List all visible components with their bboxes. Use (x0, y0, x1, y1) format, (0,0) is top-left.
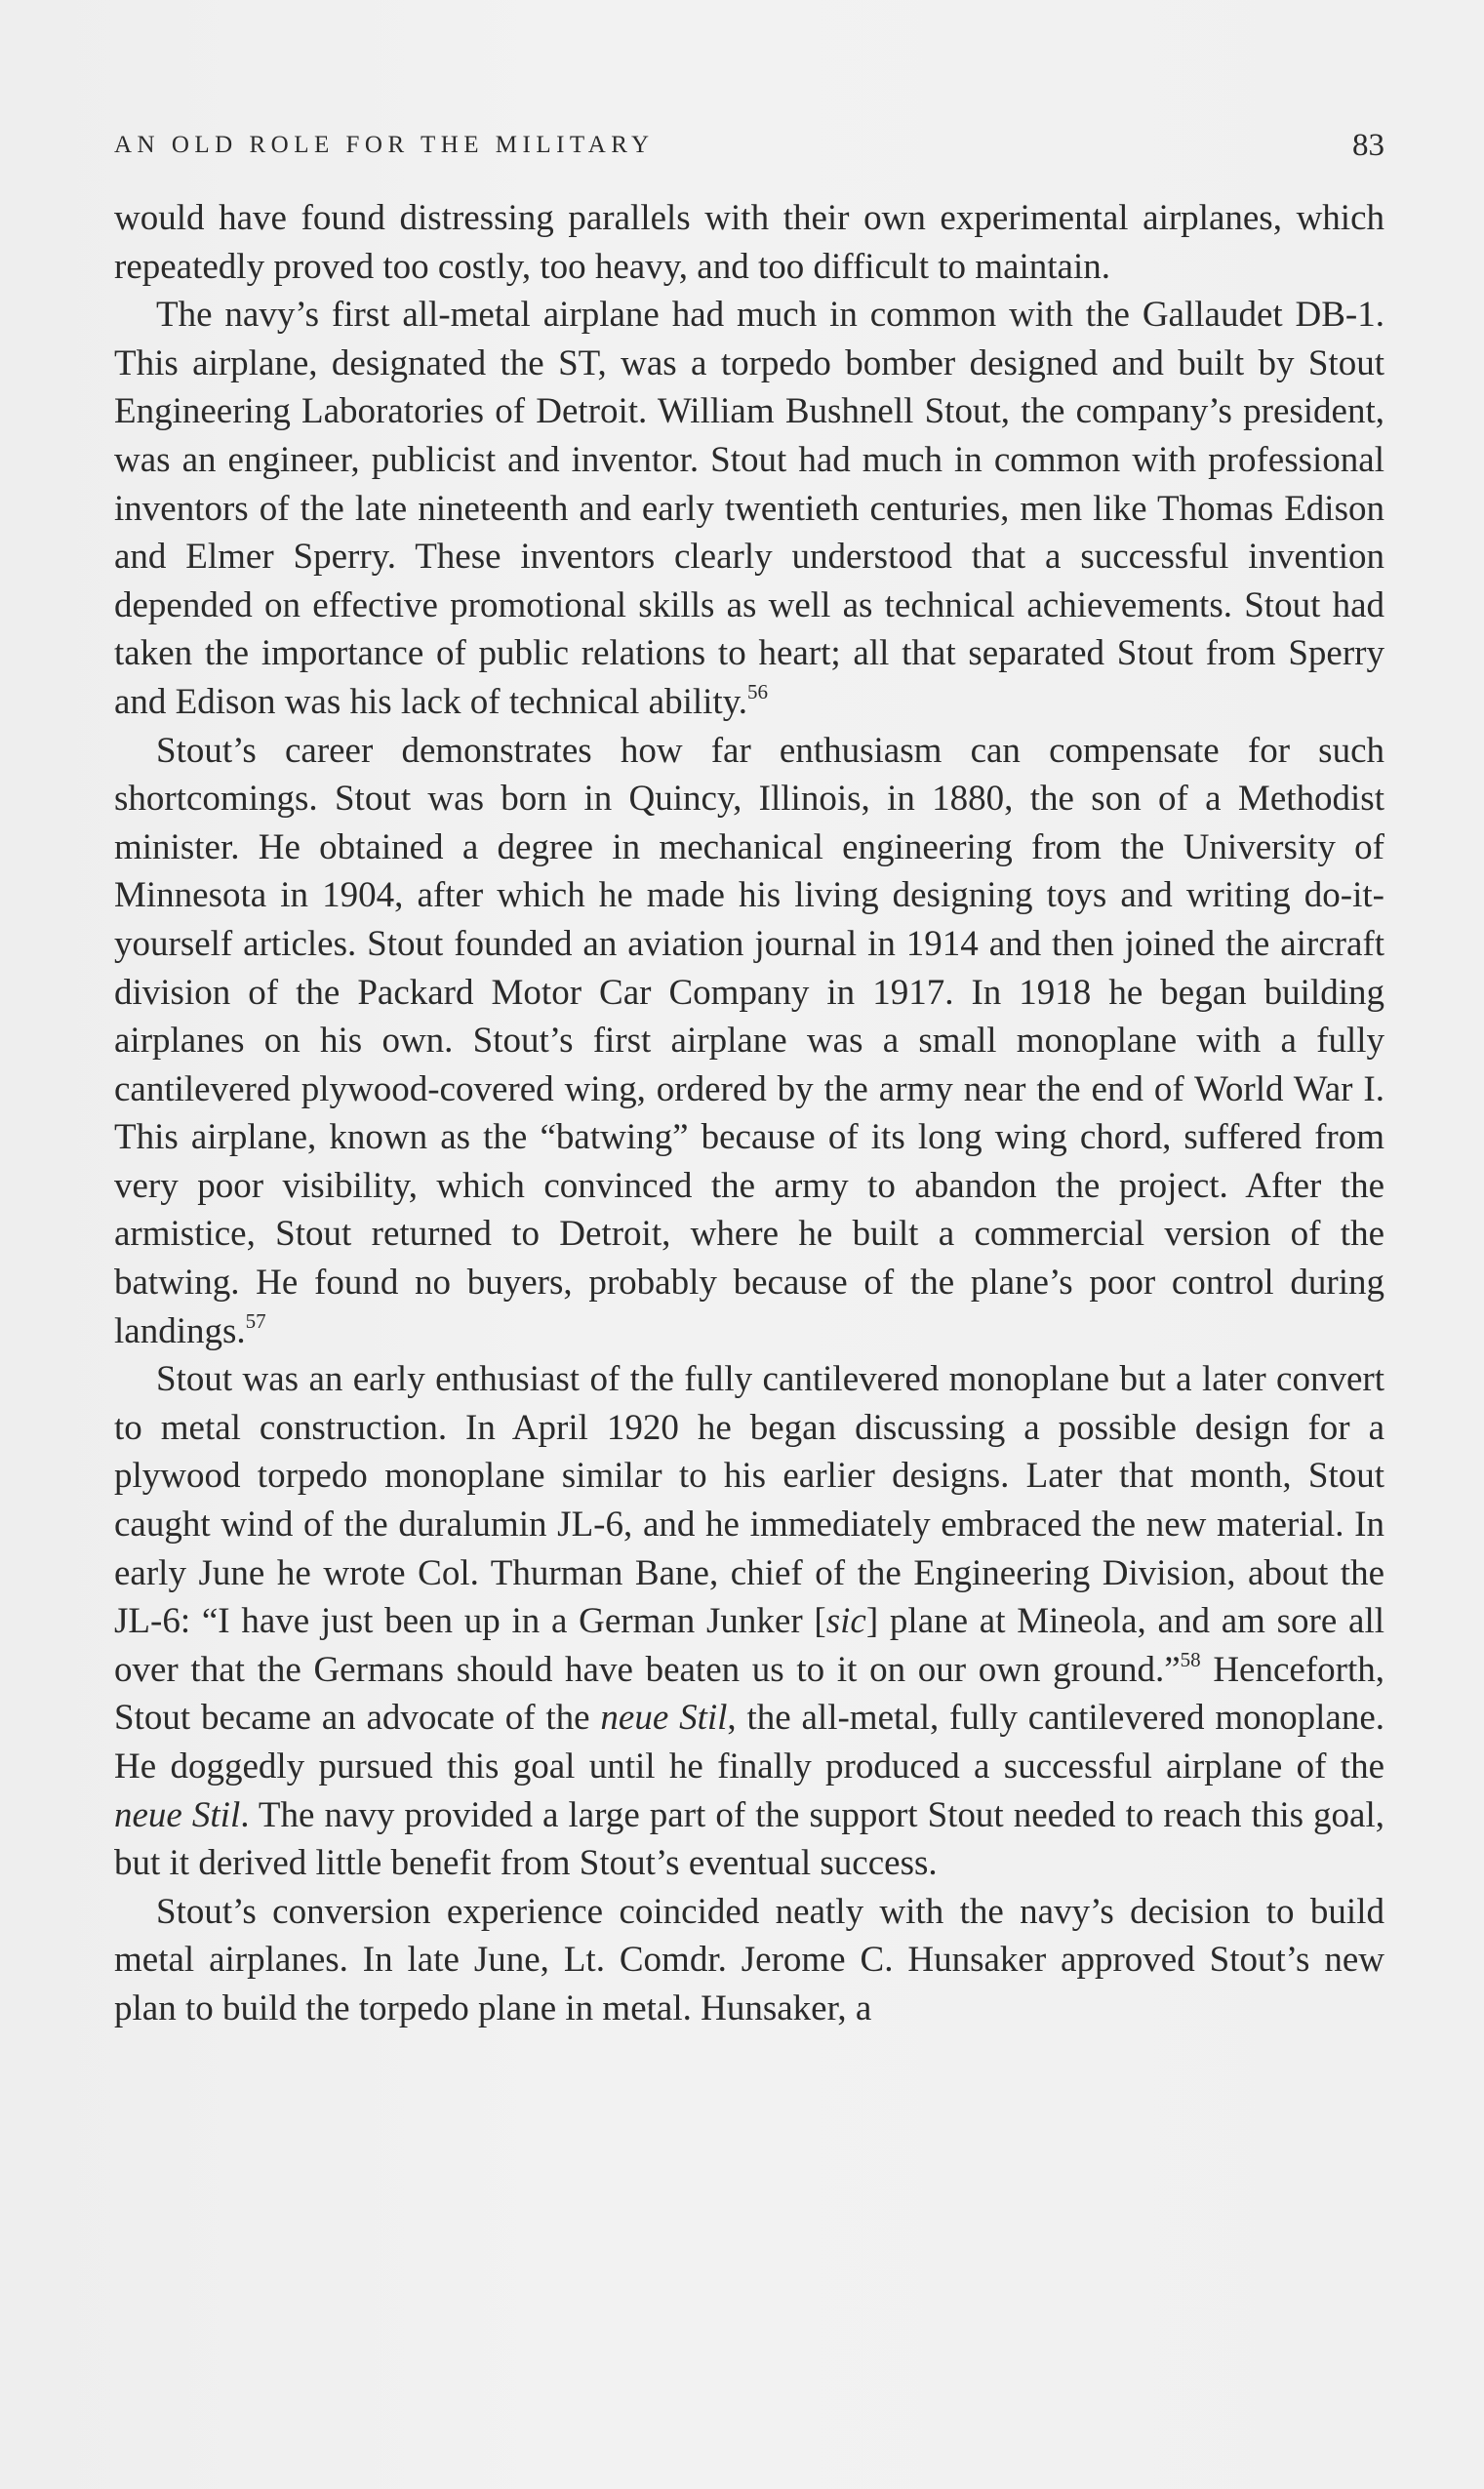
paragraph-stout-career (114, 727, 1384, 1356)
text-run: , the all-metal, fully cantilevered monoplane. He doggedly pursued this goal until he finally produced a successful airplane of the (114, 1698, 1384, 1786)
text-run: Henceforth, Stout became an advocate of the (114, 1649, 1384, 1739)
text-run: Stout’s career demonstrates how far enthusiasm can compensate for such shortcomings. Stout was born in Quincy, Illinois, in 1880, the son of a Methodist minister. He obtained a degree in mechanical engineering from the University of Minnesota in 1904, after which he made his living designing toys and writing do-it-yourself articles. Stout founded an aviation journal in 1914 and then joined the aircraft division of the Packard Motor Car Company in 1917. In 1918 he began building airplanes on his own. Stout’s first airplane was a small monoplane with a fully cantilevered plywood-covered wing, ordered by the army near the end of World War I. This airplane, known as the “batwing” because of its long wing chord, suffered from very poor visibility, which convinced the army to abandon the project. After the armistice, Stout returned to Detroit, where he built a commercial version of the batwing. He found no buyers, probably because of the plane’s poor control during landings. (114, 730, 1384, 1351)
italic-sic: sic (825, 1601, 866, 1642)
text-run: . The navy provided a large part of the support Stout needed to reach this goal, but it derived little benefit from Stout’s eventual success. (114, 1794, 1385, 1884)
paragraph-continued (114, 194, 1384, 291)
paragraph-navy-first-metal-airplane (114, 291, 1384, 726)
paragraph-stout-metal-convert (114, 1355, 1384, 1888)
footnote-ref-57: 57 (245, 1308, 266, 1333)
text-run: The navy’s first all-metal airplane had much in common with the Gallaudet DB-1. This airplane, designated the ST, was a torpedo bomber designed and built by Stout Engineering Laboratories of Detroit. William Bushnell Stout, the company’s president, was an engineer, publicist and inventor. Stout had much in common with professional inventors of the late nineteenth and early twentieth centuries, men like Thomas Edison and Elmer Sperry. These inventors clearly understood that a successful invention depended on effective promotional skills as well as technical achievements. Stout had taken the importance of public relations to heart; all that separated Stout from Sperry and Edison was his lack of technical ability. (114, 295, 1384, 722)
page-number: 83 (1352, 128, 1384, 163)
italic-neue-stil: neue Stil (114, 1794, 241, 1835)
body-text (114, 194, 1384, 2033)
paragraph-conversion-experience (114, 1888, 1384, 2033)
text-run: would have found distressing parallels with their own experimental airplanes, which repeatedly proved too costly, too heavy, and too difficult to maintain. (114, 198, 1384, 287)
footnote-ref-58: 58 (1180, 1647, 1201, 1671)
running-head (114, 128, 1384, 171)
footnote-ref-56: 56 (747, 679, 769, 703)
italic-neue-stil: neue Stil (600, 1698, 728, 1739)
running-title: AN OLD ROLE FOR THE MILITARY (114, 132, 655, 158)
text-run: Stout was an early enthusiast of the fully cantilevered monoplane but a later convert to metal construction. In April 1920 he began discussing a possible design for a plywood torpedo monoplane similar to his earlier designs. Later that month, Stout caught wind of the duralumin JL-6, and he immediately embraced the new material. In early June he wrote Col. Thurman Bane, chief of the Engineering Division, about the JL-6: “I have just been up in a German Junker [ (114, 1359, 1384, 1642)
text-run: ] plane at Mineola, and am sore all over that the Germans should have beaten us to it on our own ground.” (114, 1601, 1385, 1690)
text-run: Stout’s conversion experience coincided neatly with the navy’s decision to build metal airplanes. In late June, Lt. Comdr. Jerome C. Hunsaker approved Stout’s new plan to build the torpedo plane in metal. Hunsaker, a (114, 1891, 1384, 2028)
